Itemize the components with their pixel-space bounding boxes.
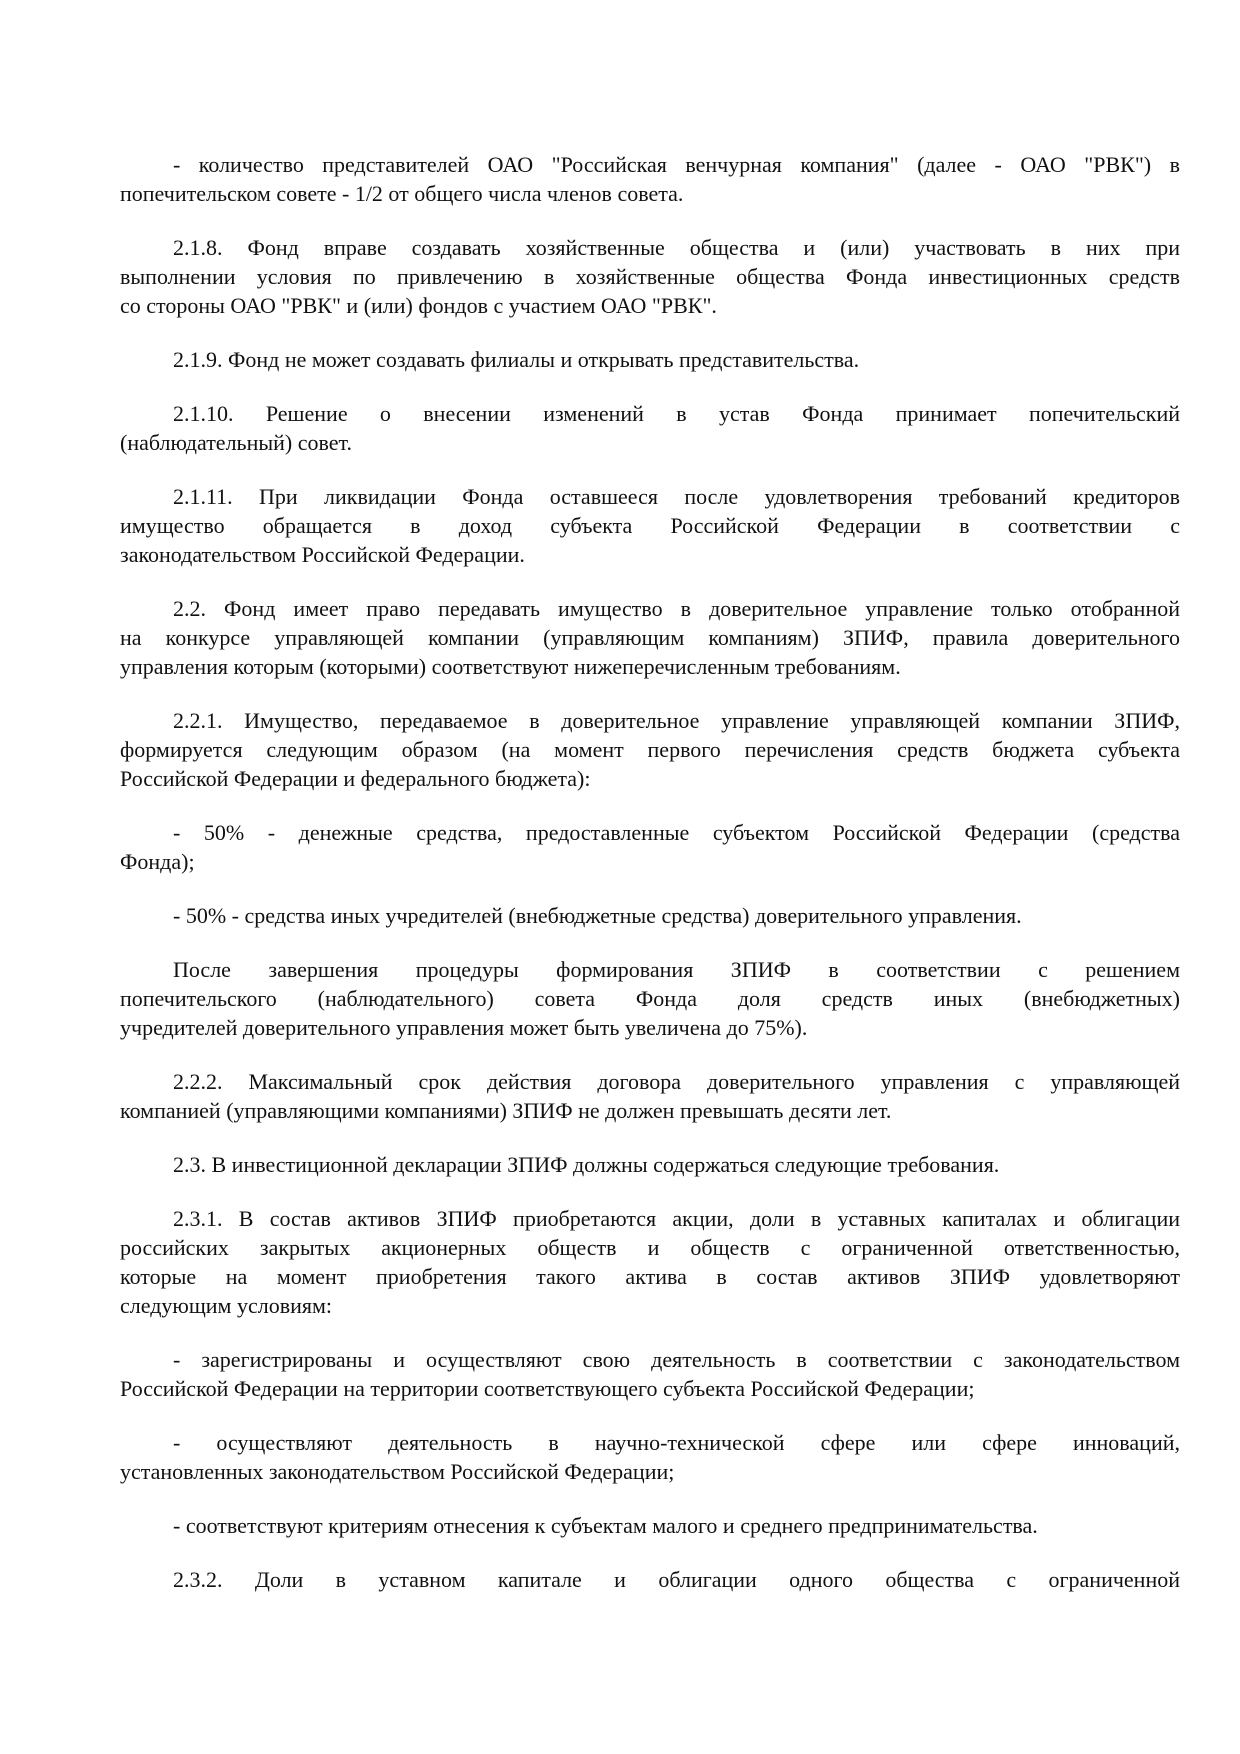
text-line: - количество представителей ОАО "Российская венчурная компания" (далее - ОАО "РВК") в xyxy=(173,152,1180,177)
text-line: 2.1.9. Фонд не может создавать филиалы и открывать представительства. xyxy=(173,347,860,372)
text-line: учредителей доверительного управления может быть увеличена до 75%). xyxy=(120,1015,808,1040)
text-line: на конкурсе управляющей компании (управляющим компаниям) ЗПИФ, правила доверительного xyxy=(120,625,1180,650)
text-line: формируется следующим образом (на момент первого перечисления средств бюджета субъекта xyxy=(120,737,1180,762)
text-line: 2.1.8. Фонд вправе создавать хозяйственные общества и (или) участвовать в них при xyxy=(173,235,1180,260)
text-line: Российской Федерации на территории соответствующего субъекта Российской Федерации; xyxy=(120,1376,975,1401)
text-line: 2.2.1. Имущество, передаваемое в доверительное управление управляющей компании ЗПИФ, xyxy=(173,708,1180,733)
text-line: 2.2.2. Максимальный срок действия договора доверительного управления с управляющей xyxy=(173,1069,1180,1094)
text-line: 2.2. Фонд имеет право передавать имущество в доверительное управление только отобранной xyxy=(173,596,1180,621)
paragraph xyxy=(120,1345,1180,1403)
paragraph xyxy=(120,1204,1180,1320)
paragraph xyxy=(120,1067,1180,1125)
text-line: попечительского (наблюдательного) совета Фонда доля средств иных (внебюджетных) xyxy=(120,986,1180,1011)
text-line: управления которым (которыми) соответствуют нижеперечисленным требованиям. xyxy=(120,654,901,679)
paragraph xyxy=(120,482,1180,569)
paragraph xyxy=(120,399,1180,457)
text-line: 2.1.10. Решение о внесении изменений в устав Фонда принимает попечительский xyxy=(173,401,1180,426)
text-line: следующим условиям: xyxy=(120,1293,333,1318)
text-line: компанией (управляющими компаниями) ЗПИФ не должен превышать десяти лет. xyxy=(120,1098,892,1123)
text-line: - осуществляют деятельность в научно-технической сфере или сфере инноваций, xyxy=(173,1430,1180,1455)
text-line: - соответствуют критериям отнесения к субъектам малого и среднего предпринимательства. xyxy=(173,1513,1038,1538)
text-line: 2.1.11. При ликвидации Фонда оставшееся после удовлетворения требований кредиторов xyxy=(173,484,1180,509)
text-line: После завершения процедуры формирования ЗПИФ в соответствии с решением xyxy=(173,957,1180,982)
text-line: - зарегистрированы и осуществляют свою деятельность в соответствии с законодательством xyxy=(173,1347,1180,1372)
paragraph xyxy=(120,1150,1180,1179)
text-line: Российской Федерации и федерального бюджета): xyxy=(120,766,591,791)
text-line: имущество обращается в доход субъекта Российской Федерации в соответствии с xyxy=(120,513,1180,538)
text-line: 2.3. В инвестиционной декларации ЗПИФ должны содержаться следующие требования. xyxy=(173,1152,1000,1177)
text-line: - 50% - денежные средства, предоставленные субъектом Российской Федерации (средства xyxy=(173,820,1180,845)
paragraph xyxy=(120,1428,1180,1486)
paragraph xyxy=(120,955,1180,1042)
text-line: российских закрытых акционерных обществ и обществ с ограниченной ответственностью, xyxy=(120,1235,1180,1260)
text-line: со стороны ОАО "РВК" и (или) фондов с участием ОАО "РВК". xyxy=(120,293,717,318)
document-page xyxy=(120,150,1180,1619)
text-line: выполнении условия по привлечению в хозяйственные общества Фонда инвестиционных средств xyxy=(120,264,1180,289)
paragraph xyxy=(120,233,1180,320)
paragraph xyxy=(120,818,1180,876)
text-line: (наблюдательный) совет. xyxy=(120,430,352,455)
text-line: которые на момент приобретения такого актива в состав активов ЗПИФ удовлетворяют xyxy=(120,1264,1180,1289)
paragraph xyxy=(120,706,1180,793)
text-line: Фонда); xyxy=(120,849,195,874)
paragraph xyxy=(120,1511,1180,1540)
text-line: 2.3.1. В состав активов ЗПИФ приобретаются акции, доли в уставных капиталах и облигации xyxy=(173,1206,1180,1231)
paragraph xyxy=(120,1565,1180,1594)
text-line: законодательством Российской Федерации. xyxy=(120,542,525,567)
text-line: - 50% - средства иных учредителей (внебюджетные средства) доверительного управления. xyxy=(173,903,1022,928)
text-line: установленных законодательством Российской Федерации; xyxy=(120,1459,675,1484)
text-line: 2.3.2. Доли в уставном капитале и облигации одного общества с ограниченной xyxy=(173,1567,1180,1592)
paragraph xyxy=(120,901,1180,930)
paragraph xyxy=(120,594,1180,681)
paragraph xyxy=(120,345,1180,374)
paragraph xyxy=(120,150,1180,208)
text-line: попечительском совете - 1/2 от общего числа членов совета. xyxy=(120,181,684,206)
